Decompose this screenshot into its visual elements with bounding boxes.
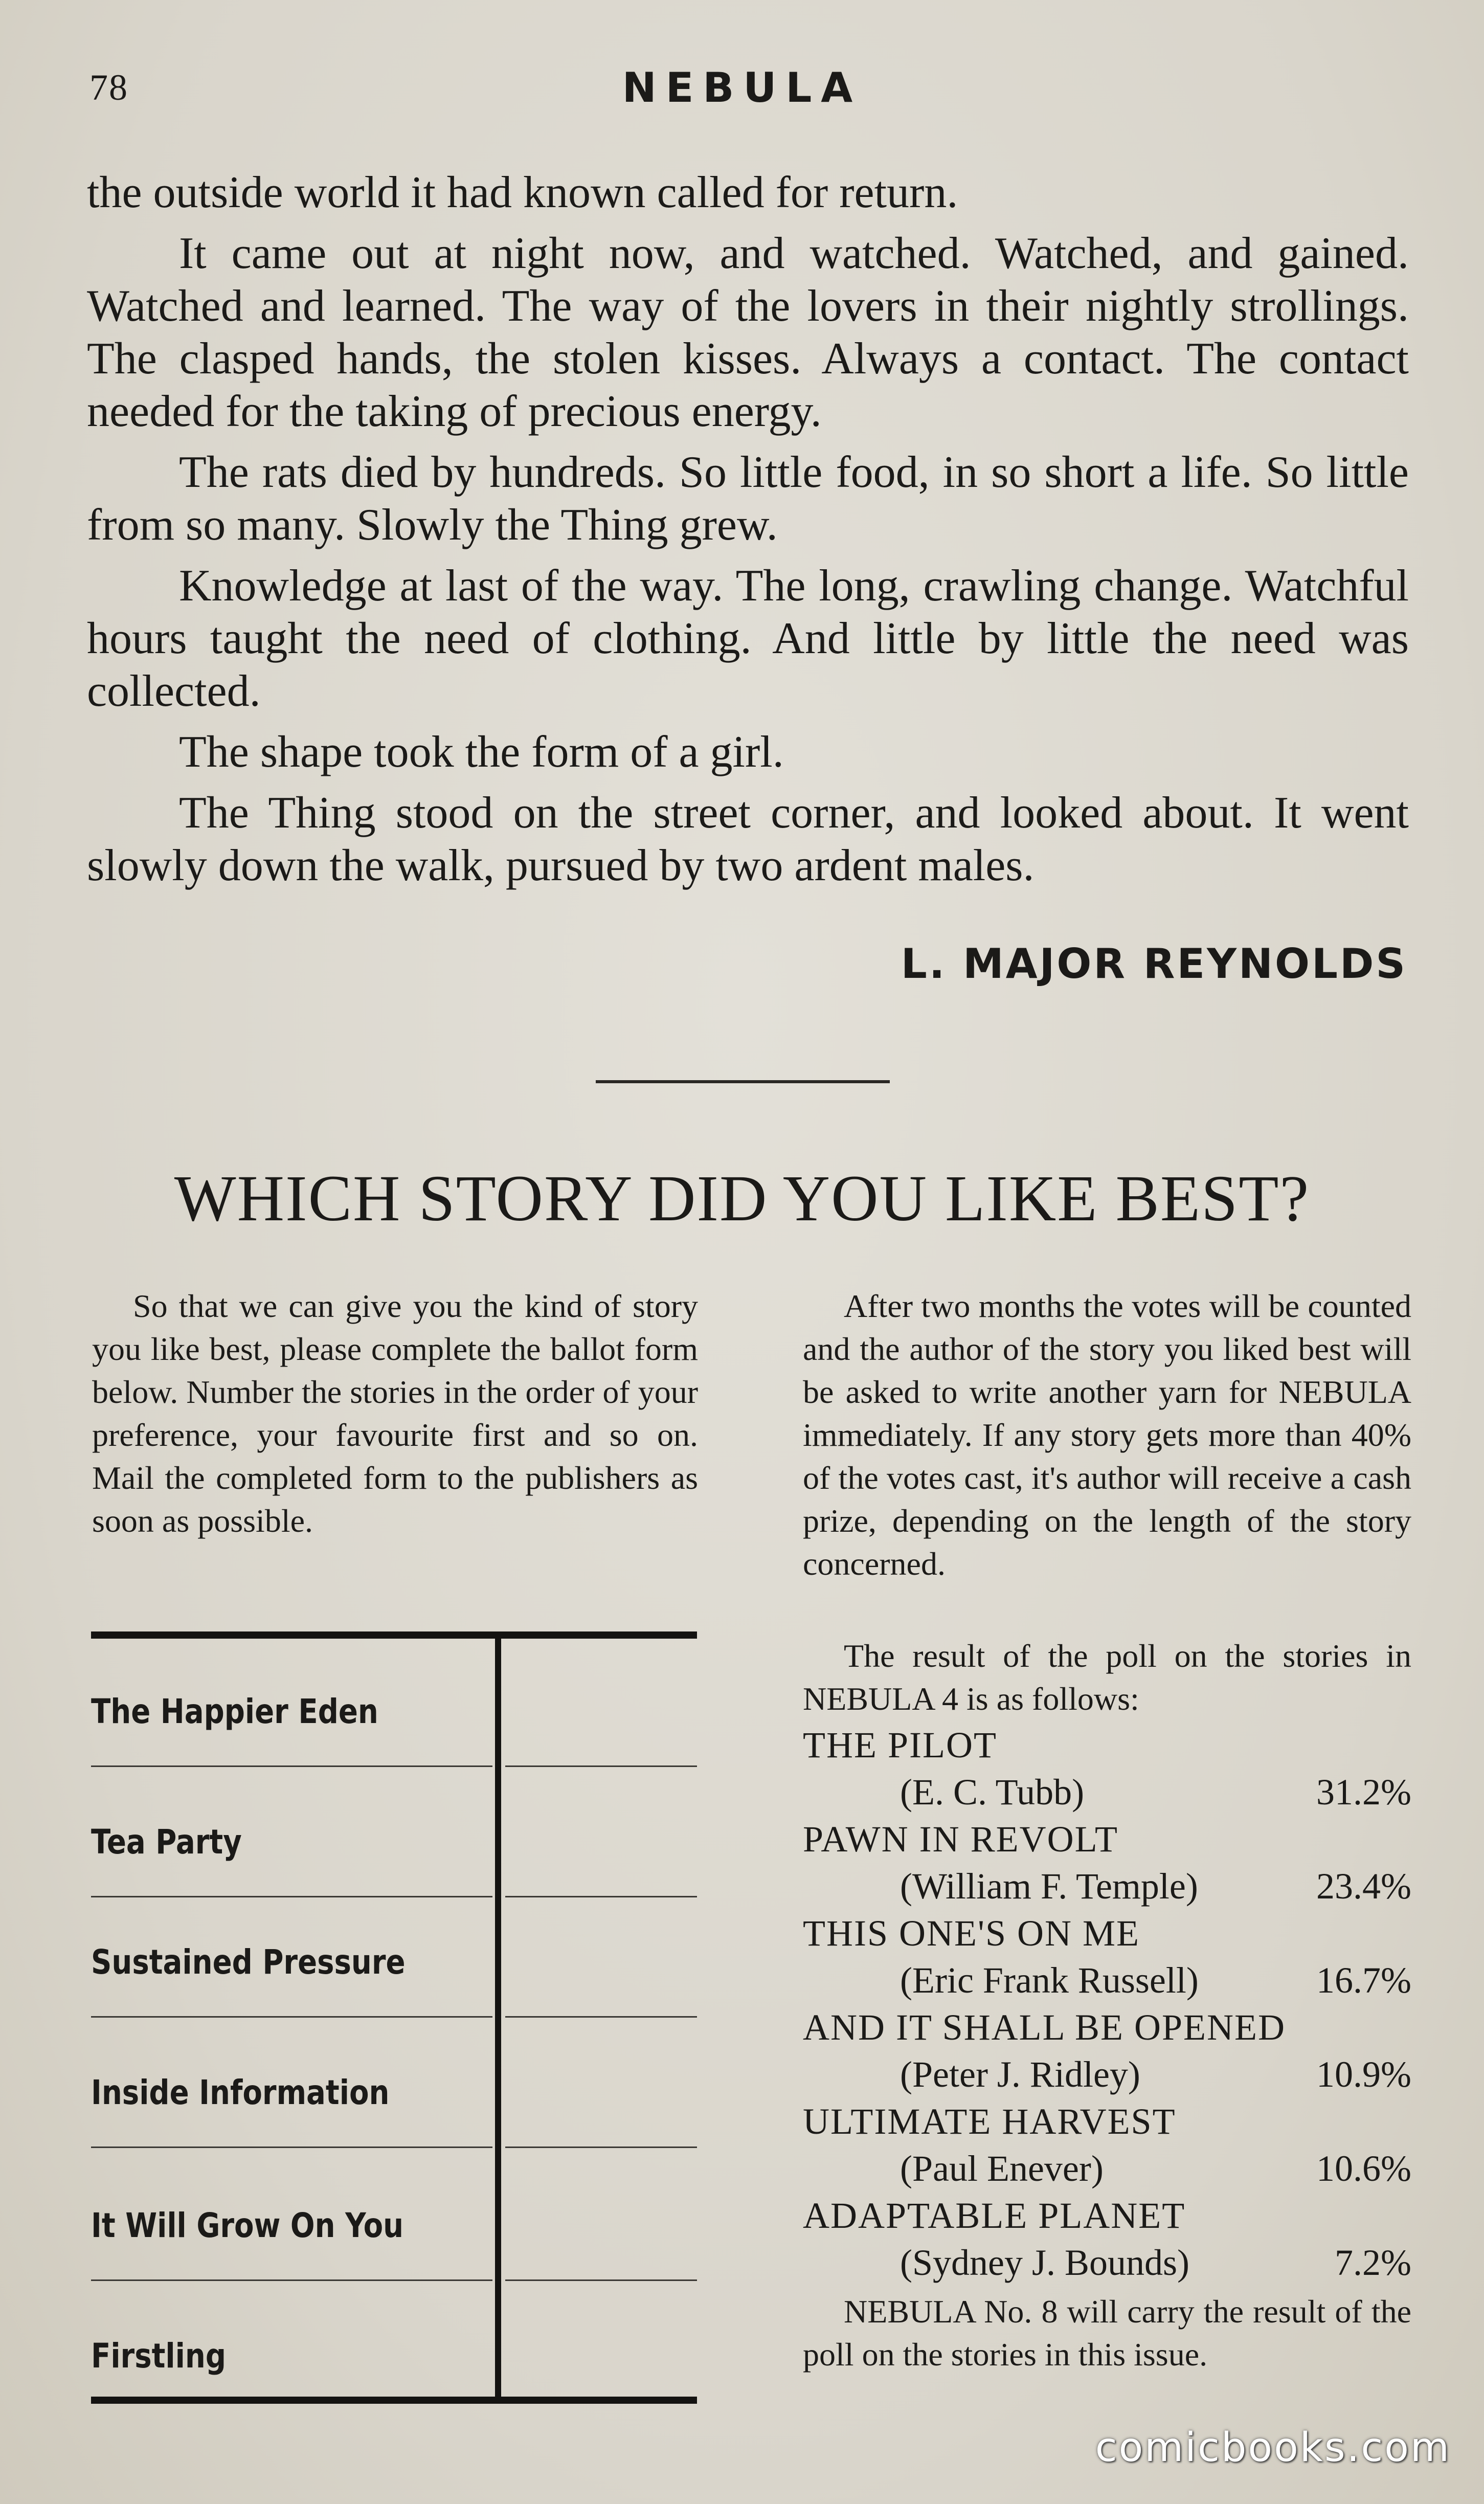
result-author: (William F. Temple): [900, 1866, 1198, 1907]
result-author: (Paul Enever): [900, 2148, 1104, 2189]
result-title: THIS ONE'S ON ME: [803, 1913, 1140, 1954]
site-watermark: comicbooks.com: [1095, 2425, 1451, 2471]
ballot-vote-box[interactable]: [503, 2276, 697, 2399]
result-percent: 16.7%: [1316, 1960, 1411, 2001]
result-title: PAWN IN REVOLT: [803, 1819, 1118, 1860]
result-line: [803, 1864, 1411, 1909]
ballot-row: [91, 1637, 697, 1767]
result-title: ADAPTABLE PLANET: [803, 2195, 1186, 2236]
ballot-form: [91, 1631, 697, 2404]
page-number: 78: [89, 67, 128, 108]
story-paragraph: The shape took the form of a girl.: [179, 727, 784, 777]
story-paragraph: Knowledge at last of the way. The long, crawling change. Watchful hours taught the need of clothing. And little by little the need was collected.: [87, 561, 1409, 716]
ballot-story-title: Tea Party: [91, 1822, 242, 1862]
results-list: [803, 1720, 1411, 2285]
story-paragraph: The rats died by hundreds. So little food, in so short a life. So little from so many. Slowly the Thing grew.: [87, 448, 1409, 550]
result-title: THE PILOT: [803, 1725, 997, 1765]
result-line: [803, 1770, 1411, 1815]
ballot-story-title: Sustained Pressure: [91, 1942, 406, 1982]
ballot-story-title: The Happier Eden: [91, 1692, 378, 1731]
result-percent: 10.9%: [1316, 2054, 1411, 2095]
story-paragraph: It came out at night now, and watched. Watched, and gained. Watched and learned. The way of the lovers in their nightly strollings. The clasped hands, the stolen kisses. Always a contact. The contact needed for the taking of precious energy.: [87, 229, 1409, 436]
result-line: [803, 2052, 1411, 2097]
ballot-bottom-rule: [91, 2397, 697, 2404]
story-paragraph: The Thing stood on the street corner, and looked about. It went slowly down the walk, pursued by two ardent males.: [87, 788, 1409, 890]
result-item: [803, 1720, 1411, 1815]
result-title: AND IT SHALL BE OPENED: [803, 2007, 1286, 2048]
ballot-story-title: Inside Information: [91, 2073, 390, 2112]
result-author: (Eric Frank Russell): [900, 1960, 1199, 2001]
ballot-row-divider: [505, 2147, 697, 2148]
poll-headline: WHICH STORY DID YOU LIKE BEST?: [174, 1162, 1310, 1235]
result-percent: 7.2%: [1335, 2242, 1411, 2283]
result-author: (E. C. Tubb): [900, 1772, 1085, 1813]
ballot-row: [91, 1767, 697, 1897]
result-line: [803, 1958, 1411, 2003]
poll-results: [803, 1635, 1411, 2376]
story-paragraph: the outside world it had known called for return.: [87, 168, 958, 217]
ballot-vote-box[interactable]: [503, 1772, 697, 1895]
ballot-story-title: It Will Grow On You: [91, 2206, 404, 2245]
result-line: [803, 2240, 1411, 2285]
ballot-story-title: Firstling: [91, 2336, 226, 2376]
ballot-row: [91, 2151, 697, 2281]
results-outro: NEBULA No. 8 will carry the result of the poll on the stories in this issue.: [803, 2293, 1411, 2373]
ballot-vote-box[interactable]: [503, 2156, 697, 2278]
result-item: [803, 2097, 1411, 2191]
result-percent: 31.2%: [1316, 1772, 1411, 1813]
ballot-row: [91, 1887, 697, 2018]
result-percent: 10.6%: [1316, 2148, 1411, 2189]
author-byline: L. MAJOR REYNOLDS: [901, 940, 1407, 988]
result-title: ULTIMATE HARVEST: [803, 2101, 1176, 2142]
poll-intro-right: After two months the votes will be counted and the author of the story you liked best will be asked to write another yarn for NEBULA immediately. If any story gets more than 40% of the votes cast, it's author will receive a cash prize, depending on the length of the story concerned.: [803, 1288, 1411, 1582]
story-body: [87, 166, 1409, 900]
poll-intro-left: So that we can give you the kind of story you like best, please complete the ballot form below. Number the stories in the order of your preference, your favourite first and so on. Mail the completed form to the publishers as soon as possible.: [92, 1288, 698, 1539]
result-line: [803, 2146, 1411, 2191]
result-author: (Peter J. Ridley): [900, 2054, 1140, 2095]
result-item: [803, 2191, 1411, 2285]
ballot-row-divider: [91, 2147, 492, 2148]
section-divider: [596, 1080, 890, 1083]
result-percent: 23.4%: [1316, 1866, 1411, 1907]
ballot-row: [91, 2018, 697, 2148]
result-item: [803, 1815, 1411, 1909]
ballot-vote-box[interactable]: [503, 1642, 697, 1764]
result-item: [803, 2003, 1411, 2097]
ballot-vote-box[interactable]: [503, 1892, 697, 2015]
running-head: NEBULA: [622, 64, 862, 111]
ballot-vote-box[interactable]: [503, 2023, 697, 2145]
results-intro: The result of the poll on the stories in NEBULA 4 is as follows:: [803, 1638, 1411, 1717]
result-item: [803, 1909, 1411, 2003]
result-author: (Sydney J. Bounds): [900, 2242, 1190, 2283]
ballot-row: [91, 2271, 697, 2399]
